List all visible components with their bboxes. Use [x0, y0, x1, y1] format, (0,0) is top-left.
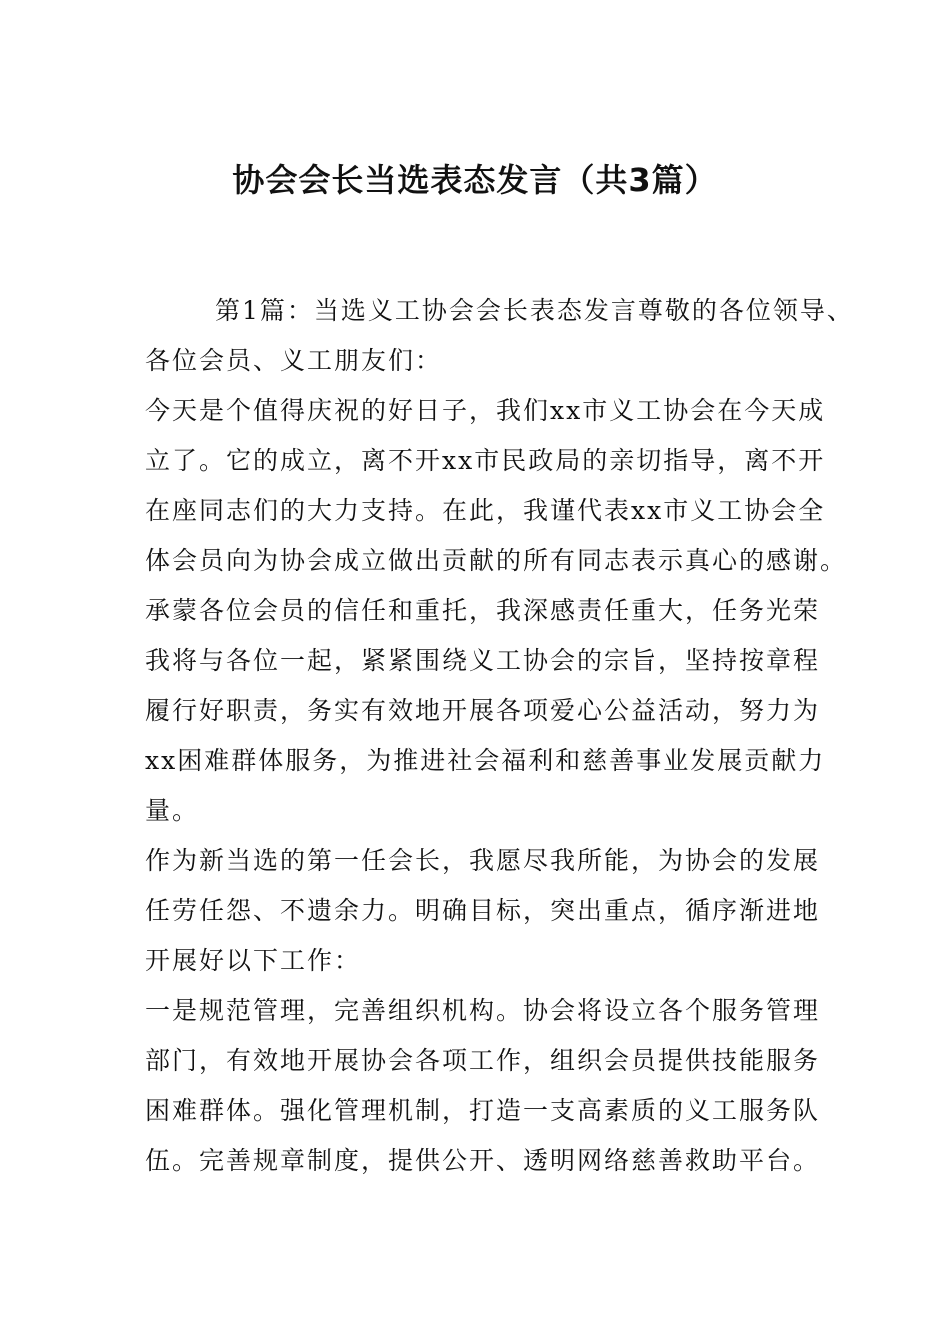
text-line: 今天是个值得庆祝的好日子，我们xx市义工协会在今天成 — [145, 396, 826, 425]
text-line: 伍。完善规章制度，提供公开、透明网络慈善救助平台。 — [145, 1146, 821, 1175]
text-line: 开展好以下工作： — [145, 946, 362, 975]
text-line: 困难群体。强化管理机制，打造一支高素质的义工服务队 — [145, 1096, 821, 1125]
text-line: 我将与各位一起，紧紧围绕义工协会的宗旨，坚持按章程 — [145, 646, 821, 675]
text-line: 部门，有效地开展协会各项工作，组织会员提供技能服务 — [145, 1046, 821, 1075]
text-line: 体会员向为协会成立做出贡献的所有同志表示真心的感谢。 — [145, 546, 848, 575]
text-line: 承蒙各位会员的信任和重托，我深感责任重大，任务光荣 — [145, 596, 821, 625]
text-line: 立了。它的成立，离不开xx市民政局的亲切指导，离不开 — [145, 446, 826, 475]
text-line: 履行好职责，务实有效地开展各项爱心公益活动，努力为 — [145, 696, 821, 725]
text-line: 在座同志们的大力支持。在此，我谨代表xx市义工协会全 — [145, 496, 826, 525]
document-body — [145, 286, 854, 1186]
text-line: 作为新当选的第一任会长，我愿尽我所能，为协会的发展 — [145, 846, 821, 875]
text-line: 各位会员、义工朋友们： — [145, 346, 443, 375]
text-line: 量。 — [145, 796, 200, 825]
text-line: 一是规范管理，完善组织机构。协会将设立各个服务管理 — [145, 996, 821, 1025]
text-line: 任劳任怨、不遗余力。明确目标，突出重点，循序渐进地 — [145, 896, 821, 925]
text-line: xx困难群体服务，为推进社会福利和慈善事业发展贡献力 — [145, 746, 826, 775]
text-line: 第1篇：当选义工协会会长表态发言尊敬的各位领导、 — [215, 296, 854, 325]
document-title: 协会会长当选表态发言（共3篇） — [232, 161, 718, 199]
